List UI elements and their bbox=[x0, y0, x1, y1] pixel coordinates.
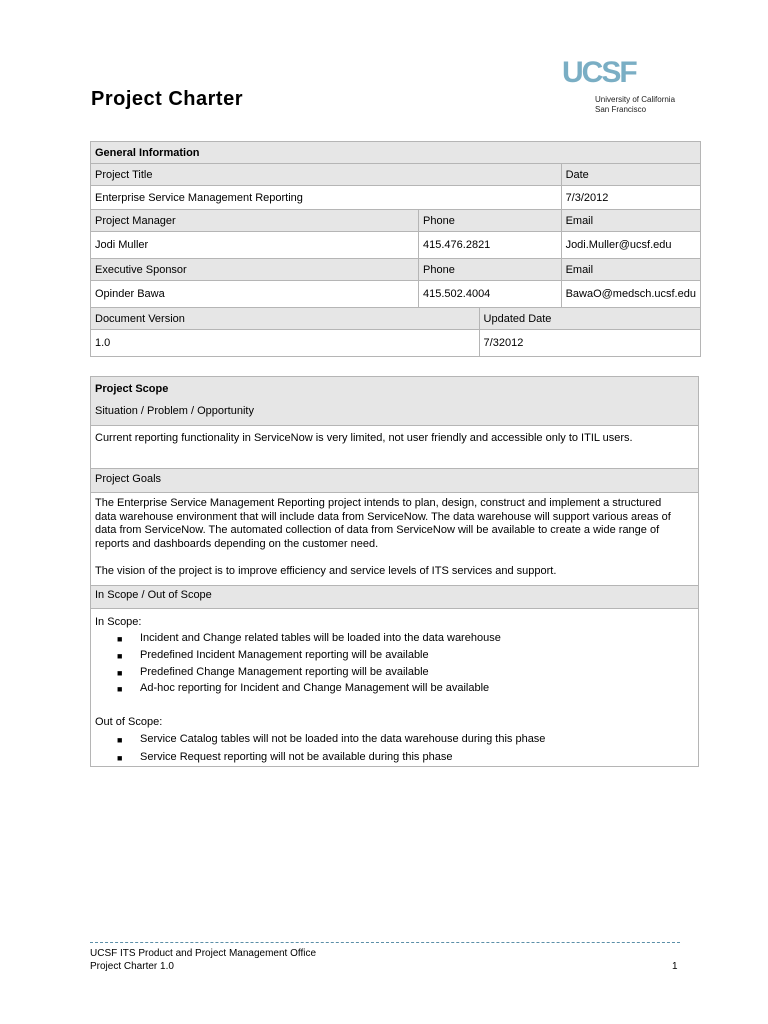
bullet-icon: ■ bbox=[117, 735, 123, 745]
in-scope-item: Predefined Incident Management reporting will be available bbox=[140, 649, 429, 661]
sponsor-label: Executive Sponsor bbox=[91, 259, 419, 281]
version-value: 1.0 bbox=[91, 330, 480, 357]
in-scope-item: Predefined Change Management reporting will be available bbox=[140, 666, 429, 678]
pm-email: Jodi.Muller@ucsf.edu bbox=[561, 232, 700, 259]
date-value: 7/3/2012 bbox=[561, 186, 700, 210]
pm-phone: 415.476.2821 bbox=[419, 232, 562, 259]
goals-line: The Enterprise Service Management Reporting project intends to plan, design, construct and implement a structured bbox=[95, 497, 662, 509]
sponsor-email-label: Email bbox=[561, 259, 700, 281]
divider bbox=[91, 492, 698, 493]
logo-city-text: San Francisco bbox=[595, 105, 647, 114]
footer-divider bbox=[90, 942, 680, 943]
pm-email-label: Email bbox=[561, 210, 700, 232]
in-scope-label: In Scope: bbox=[95, 616, 142, 628]
out-scope-label: Out of Scope: bbox=[95, 716, 163, 728]
footer-office: UCSF ITS Product and Project Management Office bbox=[90, 948, 317, 959]
updated-label: Updated Date bbox=[479, 308, 700, 330]
scope-heading: Project Scope bbox=[95, 383, 169, 395]
project-title-value: Enterprise Service Management Reporting bbox=[91, 186, 562, 210]
divider bbox=[91, 585, 698, 586]
bullet-icon: ■ bbox=[117, 753, 123, 763]
logo-university-text: University of California bbox=[595, 95, 676, 104]
bullet-icon: ■ bbox=[117, 684, 123, 694]
inout-label: In Scope / Out of Scope bbox=[95, 589, 212, 601]
sponsor-phone-label: Phone bbox=[419, 259, 562, 281]
pm-phone-label: Phone bbox=[419, 210, 562, 232]
logo-mark: UCSF bbox=[562, 56, 636, 89]
sponsor-phone: 415.502.4004 bbox=[419, 281, 562, 308]
bullet-icon: ■ bbox=[117, 634, 123, 644]
sponsor-email: BawaO@medsch.ucsf.edu bbox=[561, 281, 700, 308]
goals-line: reports and dashboards depending on the customer need. bbox=[95, 538, 379, 550]
goals-label: Project Goals bbox=[95, 473, 162, 485]
vision-text: The vision of the project is to improve efficiency and service levels of ITS services and support. bbox=[95, 565, 557, 577]
bullet-icon: ■ bbox=[117, 668, 123, 678]
pm-label: Project Manager bbox=[91, 210, 419, 232]
pm-name: Jodi Muller bbox=[91, 232, 419, 259]
in-scope-item: Ad-hoc reporting for Incident and Change Management will be available bbox=[140, 682, 490, 694]
goals-line: data warehouse environment that will include data from ServiceNow. The data warehouse will support various areas of bbox=[95, 511, 671, 523]
out-scope-item: Service Catalog tables will not be loaded into the data warehouse during this phase bbox=[140, 733, 546, 745]
page-number: 1 bbox=[672, 961, 678, 972]
divider bbox=[91, 425, 698, 426]
situation-label: Situation / Problem / Opportunity bbox=[95, 405, 254, 417]
divider bbox=[91, 468, 698, 469]
version-label: Document Version bbox=[91, 308, 480, 330]
date-label: Date bbox=[561, 164, 700, 186]
project-scope-section bbox=[90, 376, 699, 767]
bullet-icon: ■ bbox=[117, 651, 123, 661]
page-title: Project Charter bbox=[91, 88, 243, 110]
footer-doc-version: Project Charter 1.0 bbox=[90, 961, 174, 972]
divider bbox=[91, 608, 698, 609]
project-title-label: Project Title bbox=[91, 164, 562, 186]
goals-line: data from ServiceNow. The automated collection of data from ServiceNow will be available to create a wide range of bbox=[95, 524, 660, 536]
sponsor-name: Opinder Bawa bbox=[91, 281, 419, 308]
ucsf-logo bbox=[562, 56, 682, 120]
out-scope-item: Service Request reporting will not be available during this phase bbox=[140, 751, 453, 763]
in-scope-item: Incident and Change related tables will be loaded into the data warehouse bbox=[140, 632, 501, 644]
general-info-heading: General Information bbox=[91, 142, 701, 164]
updated-value: 7/32012 bbox=[479, 330, 700, 357]
general-information-table bbox=[90, 141, 701, 357]
situation-text: Current reporting functionality in ServiceNow is very limited, not user friendly and accessible only to ITIL users. bbox=[95, 432, 633, 444]
